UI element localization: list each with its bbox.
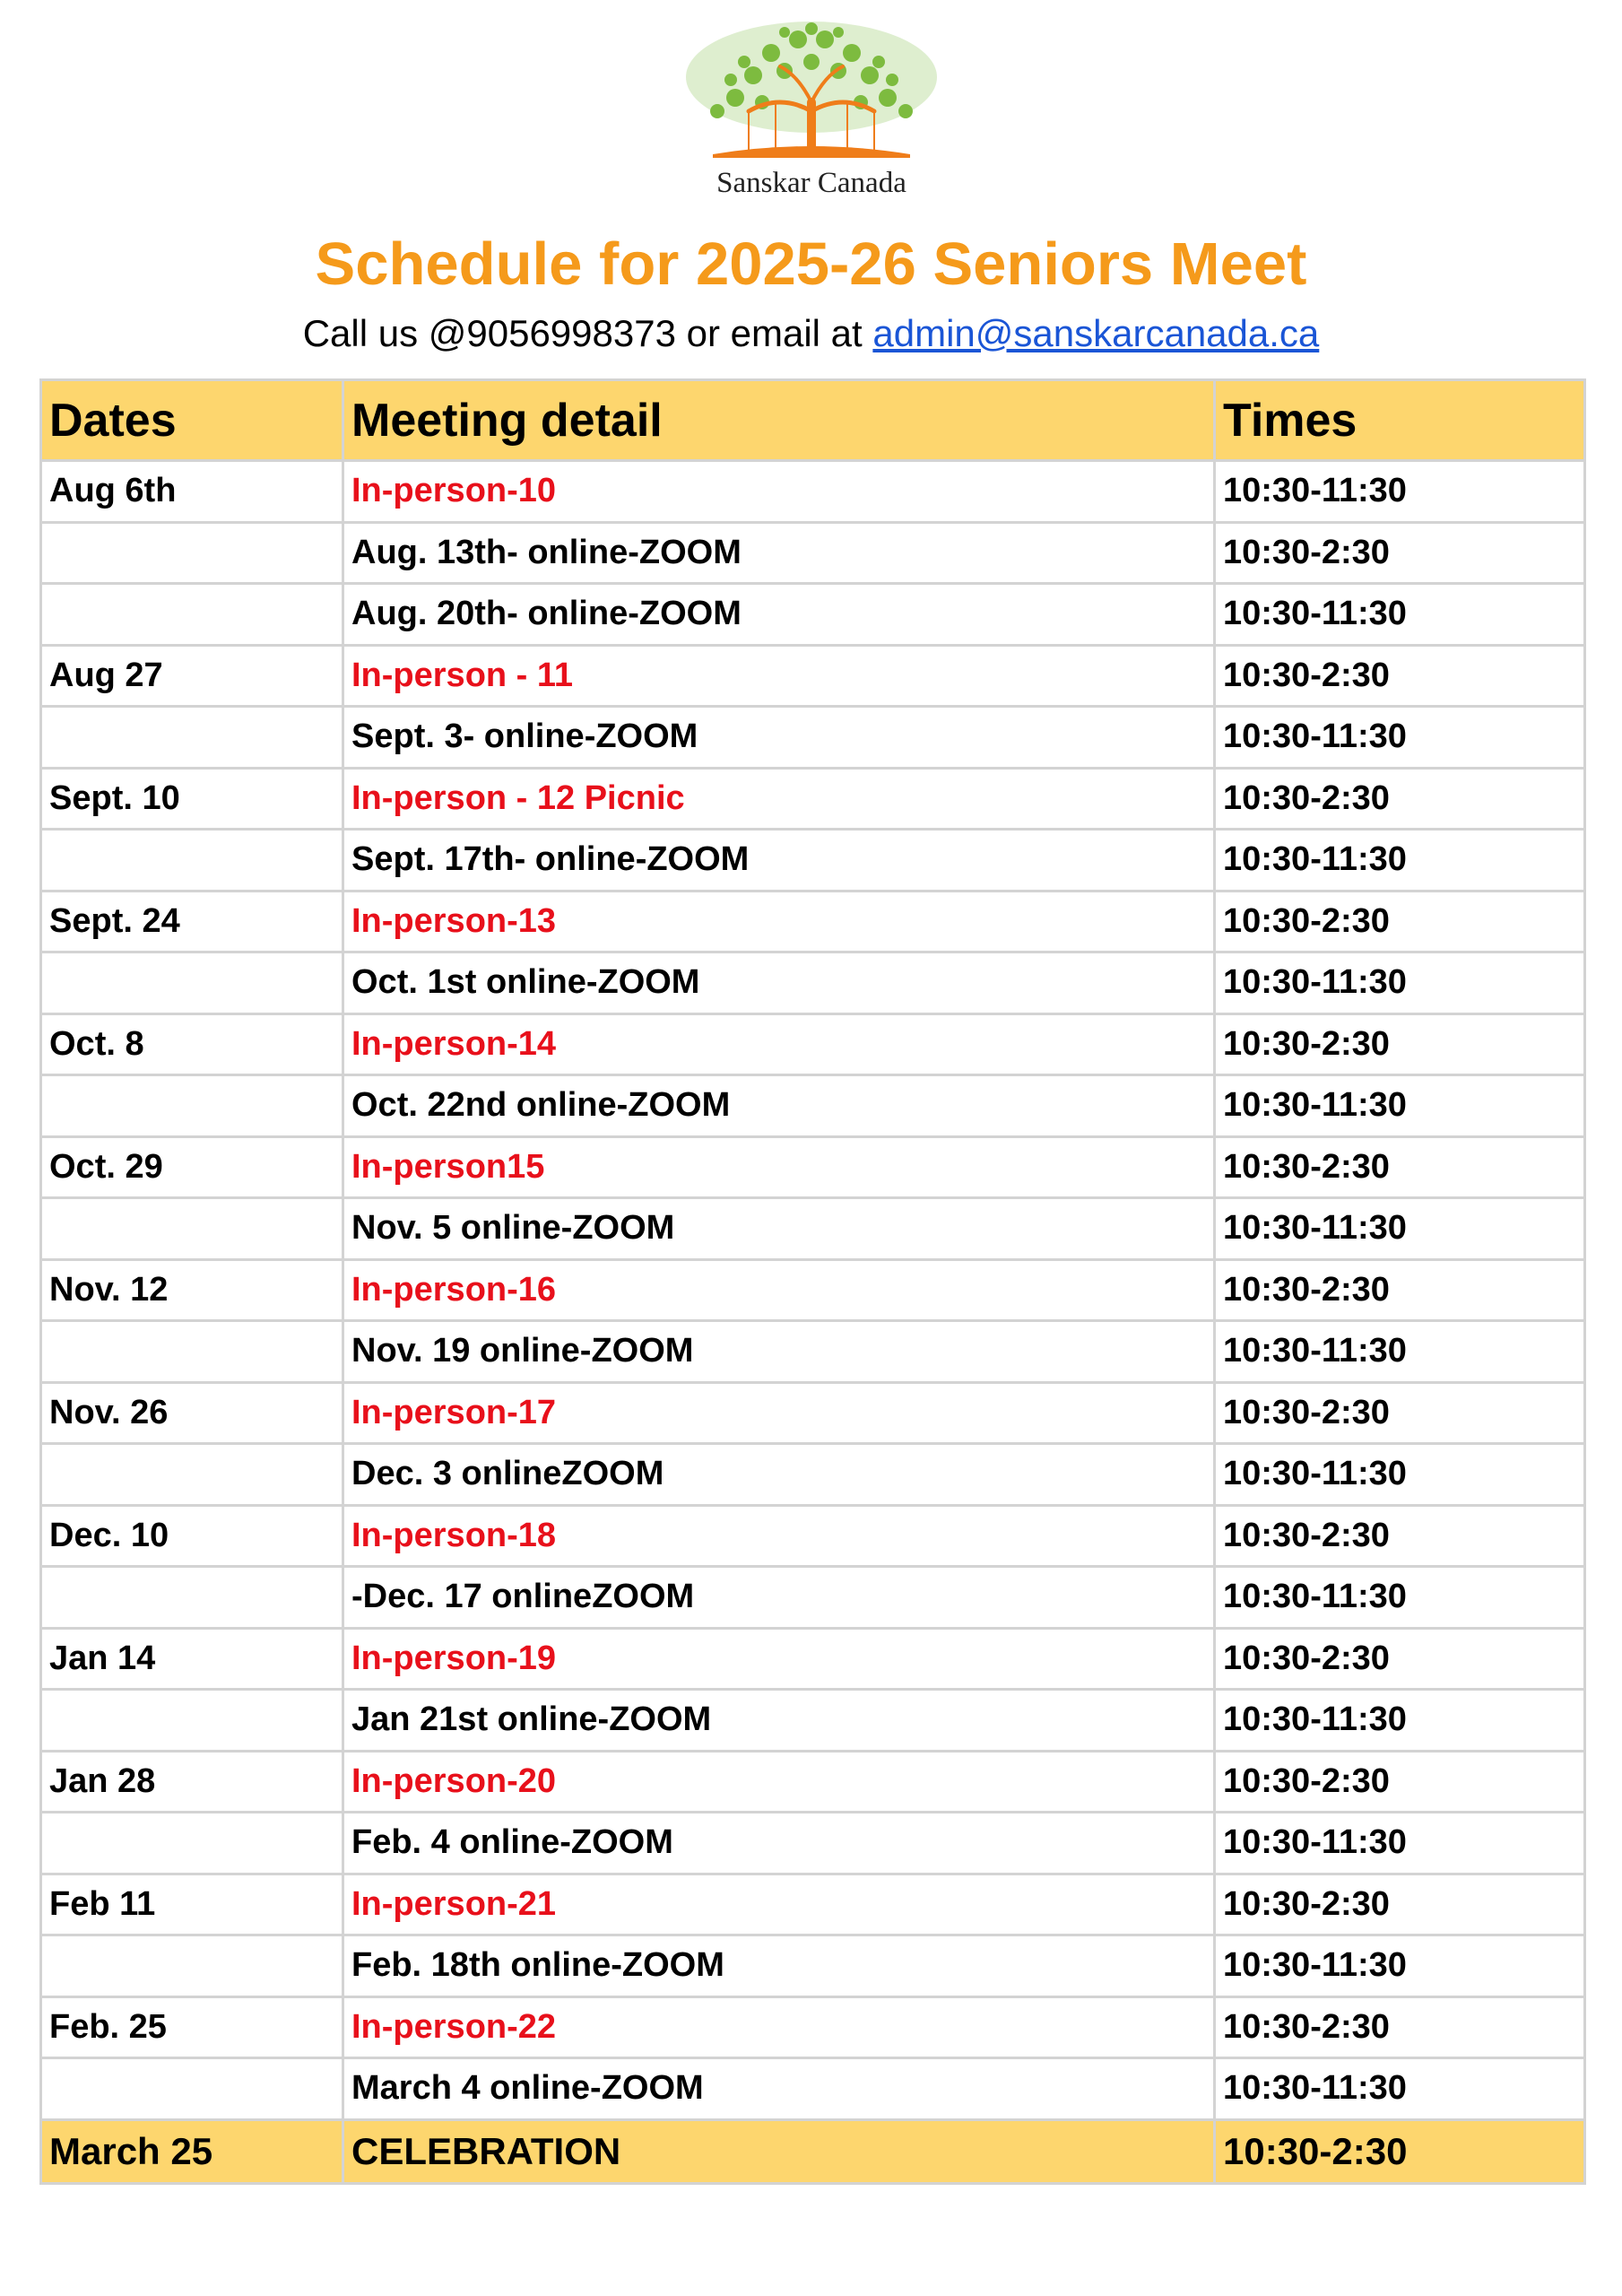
time-cell: 10:30-11:30 bbox=[1215, 1935, 1585, 1997]
table-row bbox=[41, 768, 1585, 830]
detail-cell: Oct. 22nd online-ZOOM bbox=[343, 1075, 1215, 1137]
schedule-table bbox=[39, 378, 1586, 2185]
detail-cell: In-person - 12 Picnic bbox=[343, 768, 1215, 830]
page-title: Schedule for 2025-26 Seniors Meet bbox=[315, 230, 1307, 298]
table-row bbox=[41, 1198, 1585, 1260]
time-cell: 10:30-2:30 bbox=[1215, 1013, 1585, 1075]
time-cell: 10:30-11:30 bbox=[1215, 1075, 1585, 1137]
table-row bbox=[41, 1382, 1585, 1444]
time-cell: 10:30-2:30 bbox=[1215, 1136, 1585, 1198]
table-row bbox=[41, 522, 1585, 584]
table-row bbox=[41, 1505, 1585, 1567]
date-cell: Feb 11 bbox=[41, 1874, 343, 1935]
detail-cell: In-person-21 bbox=[343, 1874, 1215, 1935]
table-row bbox=[41, 830, 1585, 891]
detail-cell: March 4 online-ZOOM bbox=[343, 2058, 1215, 2120]
detail-cell: In-person-13 bbox=[343, 891, 1215, 952]
time-cell: 10:30-2:30 bbox=[1215, 1996, 1585, 2058]
time-cell: 10:30-11:30 bbox=[1215, 1321, 1585, 1383]
date-cell bbox=[41, 584, 343, 646]
date-cell: Aug 6th bbox=[41, 461, 343, 523]
time-cell: 10:30-11:30 bbox=[1215, 461, 1585, 523]
date-cell: Nov. 12 bbox=[41, 1259, 343, 1321]
detail-cell: Feb. 18th online-ZOOM bbox=[343, 1935, 1215, 1997]
date-cell bbox=[41, 830, 343, 891]
time-cell: 10:30-11:30 bbox=[1215, 1444, 1585, 1506]
date-cell: Sept. 10 bbox=[41, 768, 343, 830]
detail-cell: In-person15 bbox=[343, 1136, 1215, 1198]
detail-cell: -Dec. 17 onlineZOOM bbox=[343, 1567, 1215, 1629]
table-row bbox=[41, 2058, 1585, 2120]
table-row bbox=[41, 1136, 1585, 1198]
detail-cell: Aug. 13th- online-ZOOM bbox=[343, 522, 1215, 584]
tree-logo-icon bbox=[664, 13, 959, 165]
time-cell: 10:30-11:30 bbox=[1215, 952, 1585, 1014]
time-cell: 10:30-2:30 bbox=[1215, 1628, 1585, 1690]
date-cell bbox=[41, 952, 343, 1014]
table-row bbox=[41, 1075, 1585, 1137]
table-row bbox=[41, 1259, 1585, 1321]
logo bbox=[664, 13, 959, 201]
date-cell: Sept. 24 bbox=[41, 891, 343, 952]
table-row bbox=[41, 1996, 1585, 2058]
date-cell bbox=[41, 1567, 343, 1629]
time-cell: 10:30-11:30 bbox=[1215, 1813, 1585, 1874]
date-cell bbox=[41, 2058, 343, 2120]
contact-prefix: Call us @9056998373 or email at bbox=[302, 312, 873, 354]
table-body bbox=[41, 461, 1585, 2184]
date-cell: Jan 28 bbox=[41, 1751, 343, 1813]
detail-cell: In-person-20 bbox=[343, 1751, 1215, 1813]
time-cell: 10:30-2:30 bbox=[1215, 1382, 1585, 1444]
date-cell bbox=[41, 522, 343, 584]
time-cell: 10:30-11:30 bbox=[1215, 707, 1585, 769]
time-cell: 10:30-2:30 bbox=[1215, 1751, 1585, 1813]
table-row bbox=[41, 707, 1585, 769]
time-cell: 10:30-11:30 bbox=[1215, 830, 1585, 891]
detail-cell: Aug. 20th- online-ZOOM bbox=[343, 584, 1215, 646]
time-cell: 10:30-11:30 bbox=[1215, 1690, 1585, 1752]
time-cell: 10:30-2:30 bbox=[1215, 891, 1585, 952]
email-link[interactable]: admin@sanskarcanada.ca bbox=[872, 312, 1320, 354]
header-dates: Dates bbox=[41, 380, 343, 461]
detail-cell: In-person-22 bbox=[343, 1996, 1215, 2058]
date-cell: Oct. 8 bbox=[41, 1013, 343, 1075]
detail-cell: In-person-10 bbox=[343, 461, 1215, 523]
table-row bbox=[41, 1751, 1585, 1813]
table-row bbox=[41, 1690, 1585, 1752]
time-cell: 10:30-2:30 bbox=[1215, 2119, 1585, 2183]
date-cell: Jan 14 bbox=[41, 1628, 343, 1690]
date-cell: March 25 bbox=[41, 2119, 343, 2183]
table-row bbox=[41, 461, 1585, 523]
detail-cell: In-person-14 bbox=[343, 1013, 1215, 1075]
detail-cell: Nov. 5 online-ZOOM bbox=[343, 1198, 1215, 1260]
time-cell: 10:30-2:30 bbox=[1215, 522, 1585, 584]
table-row bbox=[41, 1935, 1585, 1997]
date-cell bbox=[41, 707, 343, 769]
header-times: Times bbox=[1215, 380, 1585, 461]
detail-cell: CELEBRATION bbox=[343, 2119, 1215, 2183]
table-row bbox=[41, 1813, 1585, 1874]
time-cell: 10:30-2:30 bbox=[1215, 768, 1585, 830]
detail-cell: Sept. 17th- online-ZOOM bbox=[343, 830, 1215, 891]
table-row bbox=[41, 1874, 1585, 1935]
table-header-row bbox=[41, 380, 1585, 461]
detail-cell: In-person - 11 bbox=[343, 645, 1215, 707]
detail-cell: In-person-16 bbox=[343, 1259, 1215, 1321]
time-cell: 10:30-2:30 bbox=[1215, 1874, 1585, 1935]
date-cell bbox=[41, 1198, 343, 1260]
logo-text: Sanskar Canada bbox=[716, 167, 906, 199]
date-cell: Oct. 29 bbox=[41, 1136, 343, 1198]
time-cell: 10:30-11:30 bbox=[1215, 2058, 1585, 2120]
detail-cell: Jan 21st online-ZOOM bbox=[343, 1690, 1215, 1752]
date-cell bbox=[41, 1935, 343, 1997]
date-cell: Nov. 26 bbox=[41, 1382, 343, 1444]
date-cell: Dec. 10 bbox=[41, 1505, 343, 1567]
detail-cell: Nov. 19 online-ZOOM bbox=[343, 1321, 1215, 1383]
time-cell: 10:30-2:30 bbox=[1215, 1505, 1585, 1567]
header-meeting-detail: Meeting detail bbox=[343, 380, 1215, 461]
detail-cell: In-person-18 bbox=[343, 1505, 1215, 1567]
time-cell: 10:30-2:30 bbox=[1215, 1259, 1585, 1321]
detail-cell: In-person-17 bbox=[343, 1382, 1215, 1444]
date-cell: Aug 27 bbox=[41, 645, 343, 707]
time-cell: 10:30-2:30 bbox=[1215, 645, 1585, 707]
date-cell bbox=[41, 1690, 343, 1752]
date-cell bbox=[41, 1075, 343, 1137]
contact-line bbox=[0, 312, 1622, 355]
detail-cell: Dec. 3 onlineZOOM bbox=[343, 1444, 1215, 1506]
time-cell: 10:30-11:30 bbox=[1215, 1567, 1585, 1629]
table-row bbox=[41, 584, 1585, 646]
table-row bbox=[41, 2119, 1585, 2183]
table-row bbox=[41, 1567, 1585, 1629]
table-row bbox=[41, 952, 1585, 1014]
table-row bbox=[41, 1444, 1585, 1506]
date-cell: Feb. 25 bbox=[41, 1996, 343, 2058]
table-row bbox=[41, 1013, 1585, 1075]
time-cell: 10:30-11:30 bbox=[1215, 1198, 1585, 1260]
table-row bbox=[41, 891, 1585, 952]
detail-cell: Oct. 1st online-ZOOM bbox=[343, 952, 1215, 1014]
table-row bbox=[41, 1321, 1585, 1383]
date-cell bbox=[41, 1444, 343, 1506]
detail-cell: Feb. 4 online-ZOOM bbox=[343, 1813, 1215, 1874]
date-cell bbox=[41, 1321, 343, 1383]
detail-cell: Sept. 3- online-ZOOM bbox=[343, 707, 1215, 769]
date-cell bbox=[41, 1813, 343, 1874]
time-cell: 10:30-11:30 bbox=[1215, 584, 1585, 646]
table-row bbox=[41, 645, 1585, 707]
table-row bbox=[41, 1628, 1585, 1690]
detail-cell: In-person-19 bbox=[343, 1628, 1215, 1690]
